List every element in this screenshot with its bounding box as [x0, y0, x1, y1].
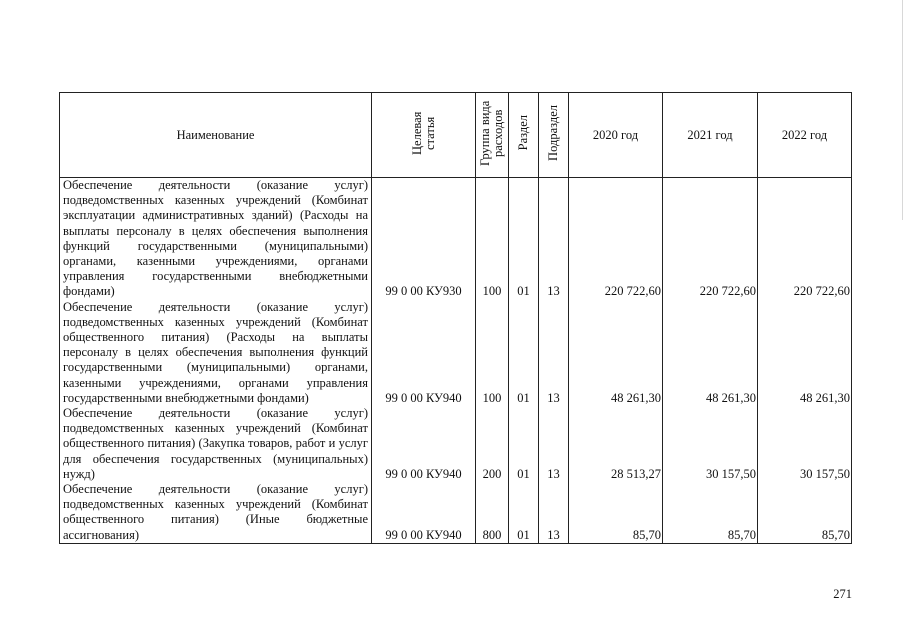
row-name: Обеспечение деятельности (оказание услуг) подведомственных казенных учреждений (Комбинат общественного питания) (Закупка товаров, работ и услуг для обеспечения государственных (муниципальных) нужд) — [60, 406, 372, 482]
header-target-article-label: Целевая статья — [409, 111, 437, 155]
row-amount-2020: 220 722,60 — [569, 178, 663, 300]
table-row — [60, 482, 852, 543]
header-year-2022: 2022 год — [758, 93, 852, 178]
row-section: 01 — [509, 482, 539, 543]
row-name: Обеспечение деятельности (оказание услуг) подведомственных казенных учреждений (Комбинат общественного питания) (Расходы на выплаты персоналу в целях обеспечения выполнения функций государственными (муниципальными) органами, казенными учреждениями, органами управления государственными внебюджетными фондами) — [60, 300, 372, 406]
row-amount-2021: 48 261,30 — [663, 300, 758, 406]
header-subsection-label: Подраздел — [546, 105, 560, 161]
row-name: Обеспечение деятельности (оказание услуг) подведомственных казенных учреждений (Комбинат общественного питания) (Иные бюджетные ассигнования) — [60, 482, 372, 543]
row-target-article: 99 0 00 КУ940 — [372, 406, 476, 482]
page-edge-line — [902, 0, 903, 220]
header-section — [509, 93, 539, 178]
header-target-article — [372, 93, 476, 178]
row-target-article: 99 0 00 КУ930 — [372, 178, 476, 300]
row-amount-2021: 220 722,60 — [663, 178, 758, 300]
header-expense-group-label: Группа вида расходов — [478, 100, 505, 166]
row-expense-group: 100 — [476, 178, 509, 300]
row-subsection: 13 — [539, 178, 569, 300]
row-amount-2020: 28 513,27 — [569, 406, 663, 482]
header-name: Наименование — [60, 93, 372, 178]
page-number: 271 — [833, 587, 852, 601]
row-subsection: 13 — [539, 482, 569, 543]
row-section: 01 — [509, 406, 539, 482]
header-expense-group — [476, 93, 509, 178]
row-section: 01 — [509, 178, 539, 300]
table-row — [60, 300, 852, 406]
row-target-article: 99 0 00 КУ940 — [372, 300, 476, 406]
row-name: Обеспечение деятельности (оказание услуг) подведомственных казенных учреждений (Комбинат эксплуатации административных зданий) (Расходы на выплаты персоналу в целях обеспечения выполнения функций государственными (муниципальными) органами, казенными учреждениями, органами управления государственными внебюджетными фондами) — [60, 178, 372, 300]
header-section-label: Раздел — [516, 115, 530, 151]
row-amount-2022: 85,70 — [758, 482, 852, 543]
table-row — [60, 406, 852, 482]
row-amount-2020: 48 261,30 — [569, 300, 663, 406]
row-section: 01 — [509, 300, 539, 406]
header-year-2021: 2021 год — [663, 93, 758, 178]
row-target-article: 99 0 00 КУ940 — [372, 482, 476, 543]
row-expense-group: 800 — [476, 482, 509, 543]
budget-table — [59, 92, 852, 544]
row-amount-2022: 48 261,30 — [758, 300, 852, 406]
table-row — [60, 178, 852, 300]
row-amount-2021: 85,70 — [663, 482, 758, 543]
header-year-2020: 2020 год — [569, 93, 663, 178]
row-amount-2022: 220 722,60 — [758, 178, 852, 300]
row-amount-2022: 30 157,50 — [758, 406, 852, 482]
row-subsection: 13 — [539, 300, 569, 406]
row-expense-group: 200 — [476, 406, 509, 482]
row-amount-2020: 85,70 — [569, 482, 663, 543]
row-expense-group: 100 — [476, 300, 509, 406]
table-header-row — [60, 93, 852, 178]
header-subsection — [539, 93, 569, 178]
row-subsection: 13 — [539, 406, 569, 482]
row-amount-2021: 30 157,50 — [663, 406, 758, 482]
